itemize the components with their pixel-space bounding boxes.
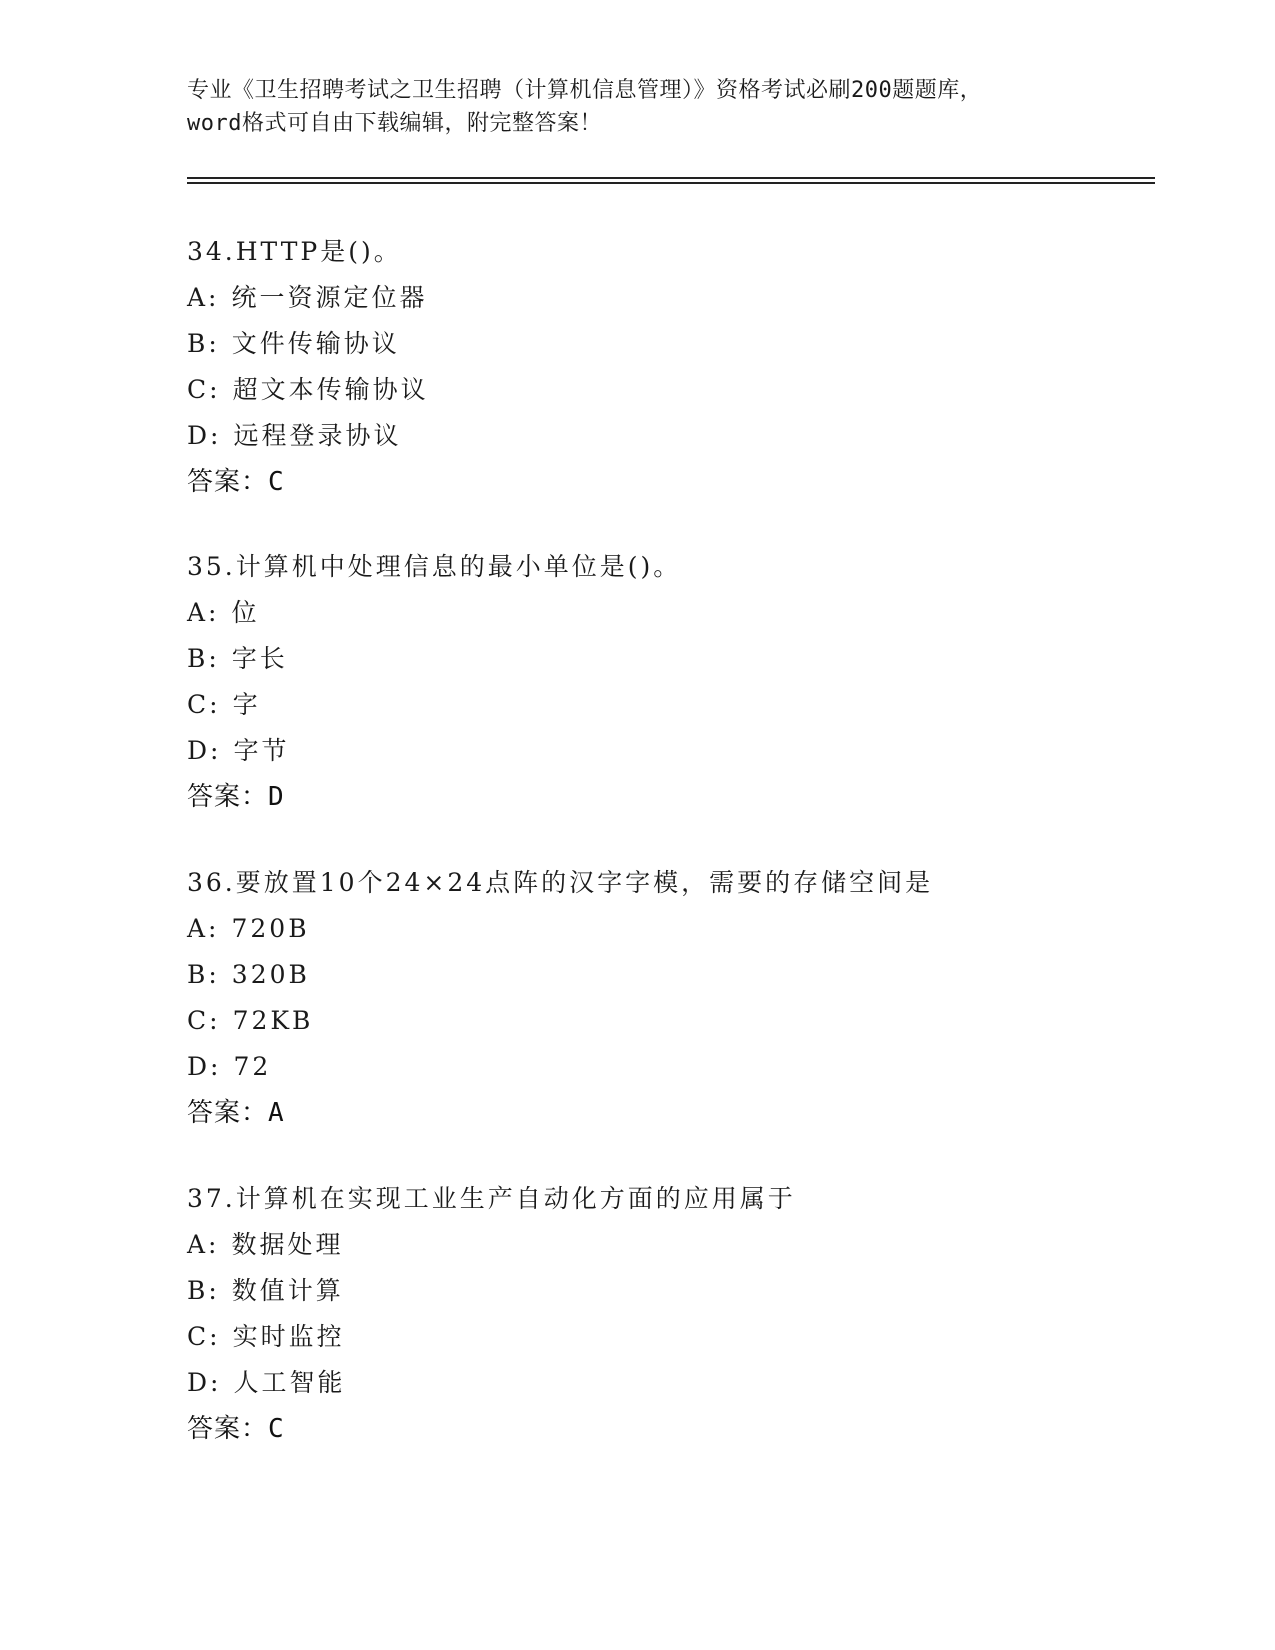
answer-line: 答案：C (187, 467, 285, 497)
option-letter: D: (187, 1052, 222, 1081)
option-text: 72KB (232, 1006, 314, 1035)
option-d (187, 1360, 1147, 1406)
option-c (187, 367, 1147, 413)
option-letter: A: (187, 598, 220, 627)
option-letter: D: (187, 421, 222, 450)
option-c (187, 682, 1147, 728)
question-stem: 35.计算机中处理信息的最小单位是()。 (187, 552, 682, 581)
option-text: 720B (231, 914, 310, 943)
option-text: 文件传输协议 (231, 329, 400, 358)
option-text: 320B (231, 960, 310, 989)
question-stem: 36.要放置10个24×24点阵的汉字字模，需要的存储空间是 (187, 868, 934, 897)
option-letter: A: (187, 1230, 220, 1259)
option-a (187, 590, 1147, 636)
option-a (187, 906, 1147, 952)
answer-line: 答案：A (187, 1098, 285, 1128)
header-divider-top (187, 177, 1155, 179)
option-text: 远程登录协议 (233, 421, 402, 450)
option-d (187, 413, 1147, 459)
header-divider-bottom (187, 182, 1155, 184)
option-letter: C: (187, 690, 221, 719)
option-d (187, 728, 1147, 774)
answer-line: 答案：C (187, 1414, 285, 1444)
question-block-35 (187, 544, 1147, 820)
option-letter: B: (187, 644, 220, 673)
option-letter: D: (187, 1368, 222, 1397)
option-text: 72 (233, 1052, 272, 1081)
option-b (187, 952, 1147, 998)
question-block-37 (187, 1176, 1147, 1452)
option-text: 数据处理 (231, 1230, 344, 1259)
option-text: 字 (232, 690, 261, 719)
option-letter: A: (187, 914, 220, 943)
question-block-36 (187, 860, 1147, 1136)
question-block-34 (187, 229, 1147, 505)
option-a (187, 275, 1147, 321)
document-header (187, 74, 1087, 140)
option-text: 超文本传输协议 (232, 375, 429, 404)
option-text: 位 (231, 598, 260, 627)
header-title-line-2: word格式可自由下载编辑，附完整答案！ (187, 111, 602, 136)
option-text: 实时监控 (232, 1322, 345, 1351)
option-letter: B: (187, 960, 220, 989)
option-text: 统一资源定位器 (231, 283, 428, 312)
option-a (187, 1222, 1147, 1268)
option-letter: D: (187, 736, 222, 765)
option-text: 数值计算 (231, 1276, 344, 1305)
header-title-line-1: 专业《卫生招聘考试之卫生招聘（计算机信息管理）》资格考试必刷200题题库， (187, 78, 983, 103)
question-stem: 37.计算机在实现工业生产自动化方面的应用属于 (187, 1184, 796, 1213)
option-letter: A: (187, 283, 220, 312)
answer-line: 答案：D (187, 782, 285, 812)
option-letter: C: (187, 375, 221, 404)
option-text: 字节 (233, 736, 290, 765)
option-b (187, 1268, 1147, 1314)
question-stem: 34.HTTP是()。 (187, 237, 402, 266)
option-b (187, 321, 1147, 367)
option-b (187, 636, 1147, 682)
option-letter: B: (187, 329, 220, 358)
option-letter: B: (187, 1276, 220, 1305)
option-letter: C: (187, 1006, 221, 1035)
option-text: 人工智能 (233, 1368, 346, 1397)
option-d (187, 1044, 1147, 1090)
option-c (187, 1314, 1147, 1360)
option-letter: C: (187, 1322, 221, 1351)
option-text: 字长 (231, 644, 288, 673)
option-c (187, 998, 1147, 1044)
